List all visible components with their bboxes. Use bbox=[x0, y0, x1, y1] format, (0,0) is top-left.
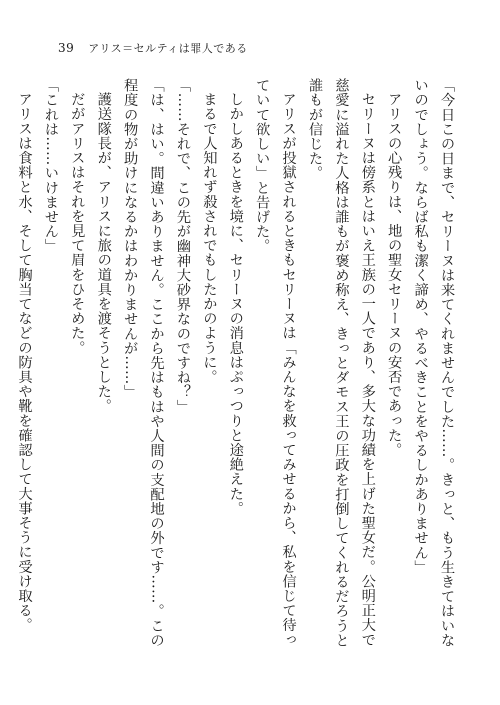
paragraph: 「今日この日まで、セリーヌは来てくれませんでした……。きっと、もう生きてはいないのでしょう。ならば私も潔く諦め、やるべきことをやるしかありません」 bbox=[412, 78, 455, 648]
paragraph: アリスが投獄されるときもセリーヌは「みんなを救ってみせるから、私を信じて待っていて欲しい」と告げた。 bbox=[254, 78, 297, 648]
paragraph: まるで人知れず殺されでもしたかのように。 bbox=[201, 92, 218, 385]
paragraph: アリスの心残りは、地の聖女セリーヌの安否であった。 bbox=[386, 92, 403, 458]
running-title: アリス＝セルティは罪人である bbox=[88, 42, 248, 55]
body-text bbox=[16, 78, 460, 658]
paragraph: 「これは……いけません」 bbox=[42, 78, 59, 254]
page-number: 39 bbox=[58, 41, 75, 55]
paragraph: 護送隊長が、アリスに旅の道具を渡そうとした。 bbox=[95, 92, 112, 414]
page-header bbox=[58, 40, 248, 56]
paragraph: しかしあるときを境に、セリーヌの消息はぷっつりと途絶えた。 bbox=[227, 92, 244, 516]
paragraph: だがアリスはそれを見て眉をひそめた。 bbox=[69, 92, 86, 356]
paragraph: 「……それで、この先が幽神大砂界なのですね？」 bbox=[174, 78, 191, 414]
paragraph: 「は、はい。間違いありません。ここから先はもはや人間の支配地の外です……。この程度の物が助けになるかはわかりませんが……」 bbox=[122, 78, 165, 648]
paragraph: セリーヌは傍系とはいえ王族の一人であり、多大な功績を上げた聖女だ。公明正大で慈愛に溢れた人格は誰もが褒め称え、きっとダモス王の圧政を打倒してくれるだろうと誰もが信じた。 bbox=[306, 78, 376, 648]
paragraph: アリスは食料と水、そして胸当てなどの防具や靴を確認して大事そうに受け取る。 bbox=[16, 92, 33, 633]
